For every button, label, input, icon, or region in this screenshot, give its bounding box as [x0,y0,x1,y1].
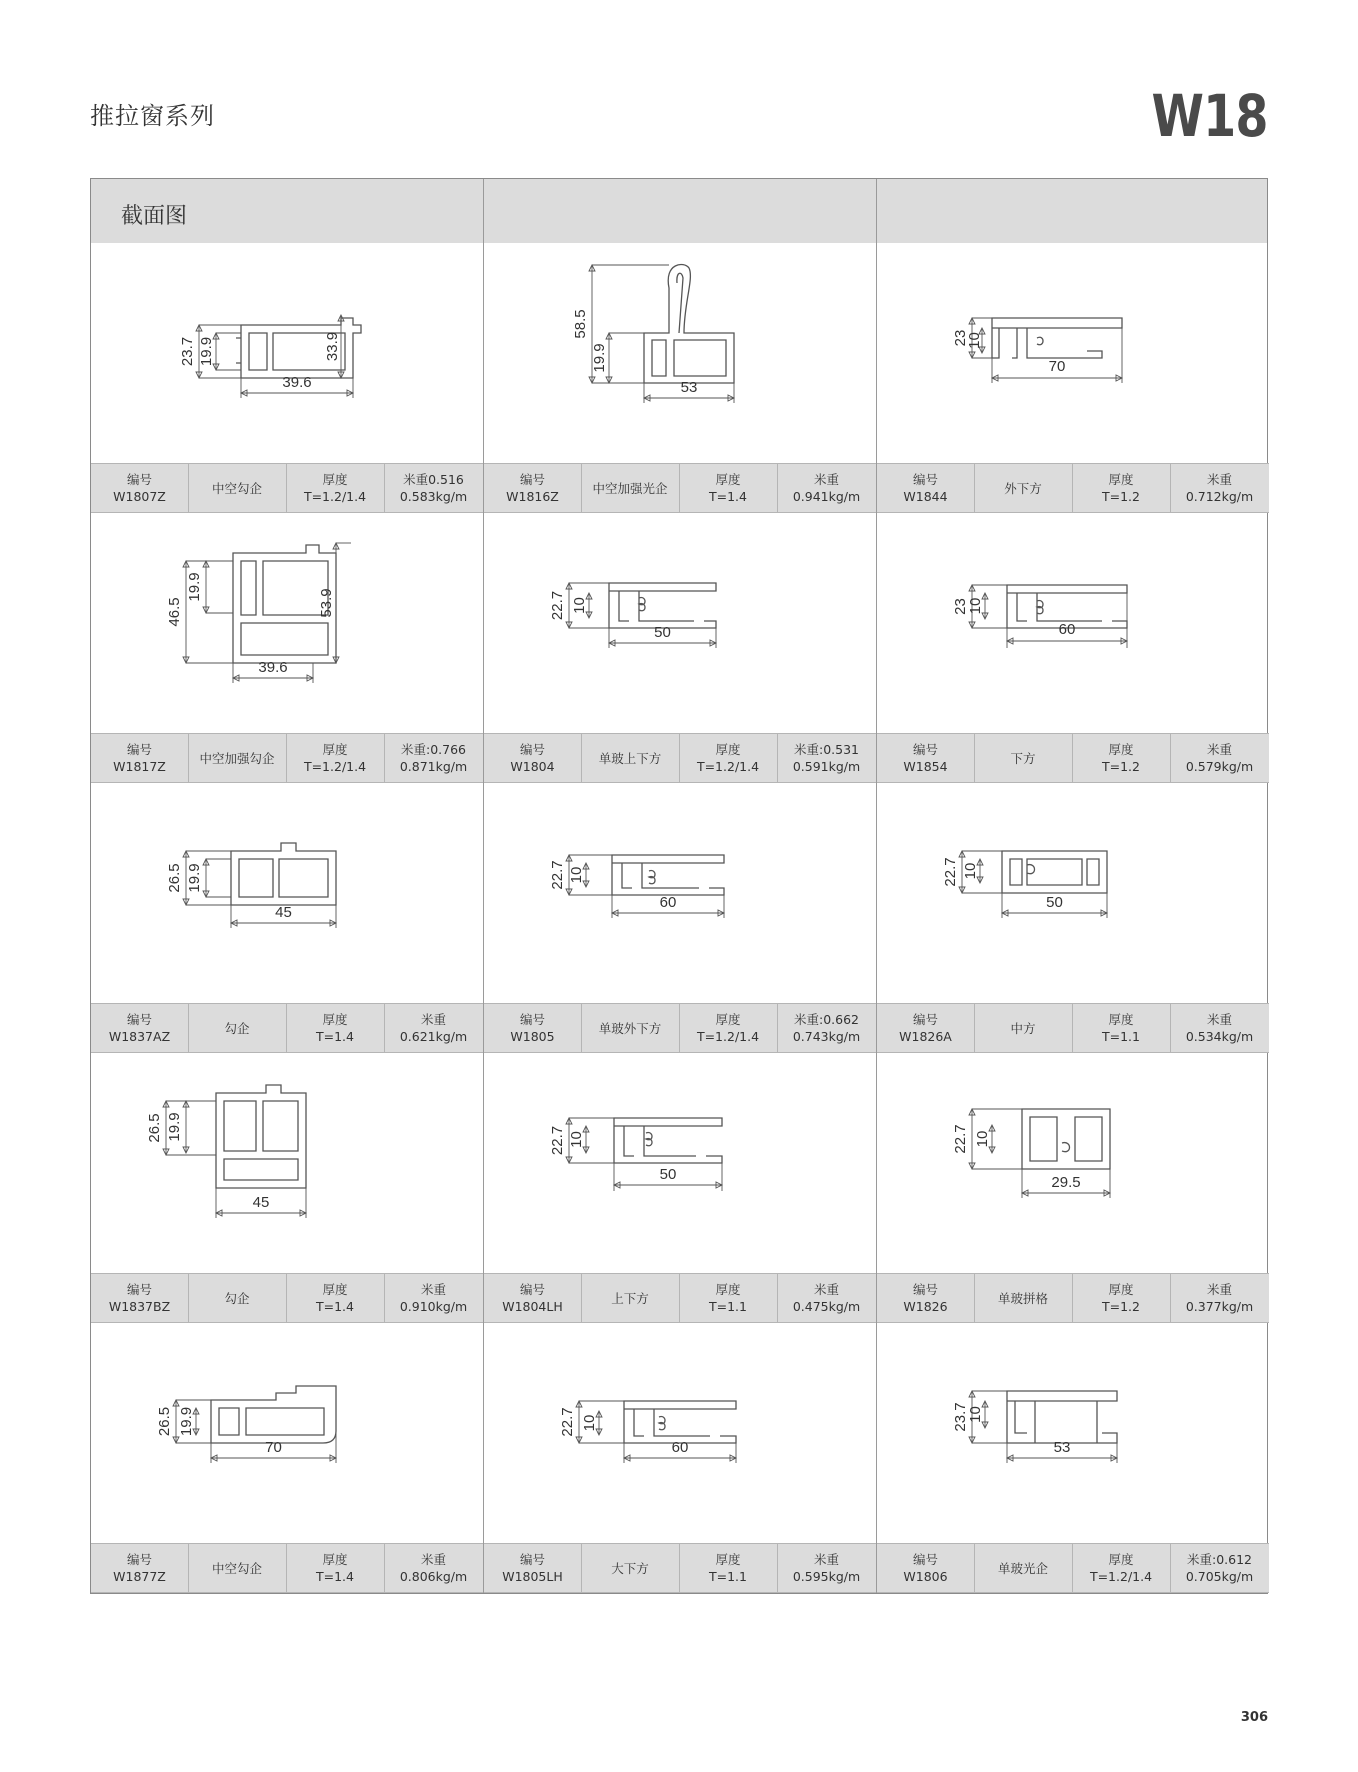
dimension-label: 22.7 [951,1124,969,1154]
profile-code: W1877Z [113,1569,166,1584]
weight-cell [1170,1004,1269,1052]
profile-card [484,243,876,513]
code-label: 编号 [912,1282,938,1297]
code-label: 编号 [126,1012,152,1027]
table-header-row [91,179,1267,243]
dimension-label: 22.7 [548,590,566,621]
weight-label: 米重:0.612 [1187,1552,1252,1567]
thickness-cell [1072,464,1170,512]
profile-card [877,1323,1269,1593]
profile-code: W1817Z [113,759,166,774]
profile-name: 中方 [1010,1020,1036,1036]
thickness-label: 厚度 [715,472,741,487]
profile-name-cell [188,464,286,512]
weight-cell [1170,734,1269,782]
thickness-cell [286,464,384,512]
profile-code-cell [484,1004,581,1052]
profile-section-drawing [484,783,876,1003]
weight-label: 米重 [1206,1282,1232,1297]
dimension-label: 53 [1053,1439,1071,1456]
profile-card [877,513,1269,783]
dimension-label: 26.5 [155,1406,173,1437]
thickness-value: T=1.2/1.4 [1089,1569,1153,1584]
spec-bar [484,463,876,513]
weight-label: 米重 [813,1552,839,1567]
code-label: 编号 [912,1012,938,1027]
thickness-value: T=1.2/1.4 [303,489,367,504]
thickness-value: T=1.1 [1102,1029,1140,1044]
profile-name: 上下方 [611,1290,649,1306]
profile-card [484,1323,876,1593]
dimension-label: 10 [567,866,585,884]
dimension-label: 70 [265,1439,282,1456]
weight-label: 米重 [420,1012,446,1027]
profile-section-drawing [91,1053,483,1273]
thickness-cell [679,734,777,782]
profile-name-cell [188,734,286,782]
dimension-label: 19.9 [197,336,215,367]
dimension-label: 10 [966,597,984,615]
code-label: 编号 [912,472,938,487]
spec-bar [877,733,1269,783]
weight-cell [777,464,876,512]
dimension-label: 33.9 [323,331,341,362]
profile-name-cell [974,1274,1072,1322]
weight-value: 0.910kg/m [399,1299,468,1314]
thickness-value: T=1.2 [1102,489,1140,504]
thickness-cell [286,734,384,782]
profile-name: 单玻上下方 [598,750,662,766]
profile-section-drawing [484,1323,876,1543]
weight-value: 0.475kg/m [792,1299,861,1314]
thickness-cell [1072,734,1170,782]
thickness-value: T=1.2 [1102,759,1140,774]
dimension-label: 10 [973,1130,991,1148]
profile-name-cell [974,734,1072,782]
profile-name: 外下方 [1004,480,1042,496]
weight-value: 0.743kg/m [792,1029,861,1044]
dimension-label: 19.9 [185,863,203,893]
dimension-label: 22.7 [558,1407,576,1437]
weight-label: 米重 [813,1282,839,1297]
profile-code: W1806 [903,1569,948,1584]
profile-code-cell [877,734,974,782]
thickness-cell [1072,1274,1170,1322]
weight-cell [384,464,483,512]
weight-cell [1170,464,1269,512]
dimension-label: 23 [951,598,969,615]
weight-value: 0.591kg/m [792,759,861,774]
spec-bar [91,1543,483,1593]
series-code: W18 [1151,82,1268,150]
thickness-value: T=1.2/1.4 [696,1029,760,1044]
thickness-value: T=1.4 [316,1029,354,1044]
profile-section-drawing [91,783,483,1003]
code-label: 编号 [912,742,938,757]
thickness-label: 厚度 [1108,472,1134,487]
weight-cell [777,734,876,782]
profile-section-drawing [484,243,876,463]
dimension-label: 26.5 [145,1113,163,1143]
profile-name: 中空加强光企 [592,480,668,496]
code-label: 编号 [519,1552,545,1567]
profile-name-cell [188,1274,286,1322]
thickness-label: 厚度 [322,1012,348,1027]
dimension-label: 29.5 [1051,1174,1081,1191]
thickness-label: 厚度 [1108,1552,1134,1567]
dimension-label: 50 [659,1166,677,1183]
weight-label: 米重 [813,472,839,487]
thickness-value: T=1.2/1.4 [303,759,367,774]
thickness-cell [679,464,777,512]
code-label: 编号 [519,1282,545,1297]
thickness-value: T=1.2/1.4 [696,759,760,774]
thickness-cell [679,1004,777,1052]
dimension-label: 50 [654,624,671,641]
profile-code: W1826A [899,1029,952,1044]
weight-label: 米重 [1206,1012,1232,1027]
profile-card [877,243,1269,513]
weight-value: 0.583kg/m [399,489,468,504]
thickness-value: T=1.1 [709,1569,747,1584]
profile-name-cell [581,1004,679,1052]
weight-label: 米重 [420,1552,446,1567]
profile-section-drawing [91,243,483,463]
profile-name: 勾企 [224,1290,250,1306]
dimension-label: 23 [951,329,969,347]
dimension-label: 19.9 [177,1406,195,1437]
profile-name-cell [581,464,679,512]
profile-code-cell [877,1274,974,1322]
code-label: 编号 [519,472,545,487]
profile-card [91,1053,483,1323]
weight-value: 0.534kg/m [1185,1029,1254,1044]
thickness-label: 厚度 [322,1552,348,1567]
profile-name: 中空加强勾企 [199,750,275,766]
dimension-label: 26.5 [165,863,183,893]
profile-section-drawing [877,1323,1269,1543]
profile-name-cell [581,1274,679,1322]
profile-code-cell [91,1004,188,1052]
profile-code-cell [91,1274,188,1322]
profile-code-cell [484,1544,581,1592]
spec-bar [91,1273,483,1323]
dimension-label: 45 [275,904,292,921]
profile-name: 单玻拼格 [997,1290,1048,1306]
profile-name-cell [974,1004,1072,1052]
weight-value: 0.579kg/m [1185,759,1254,774]
profile-code-cell [484,1274,581,1322]
profile-section-drawing [91,513,483,733]
weight-label: 米重:0.531 [794,742,859,757]
profile-name-cell [581,734,679,782]
profile-section-drawing [484,1053,876,1273]
weight-cell [777,1274,876,1322]
dimension-label: 50 [1046,894,1063,911]
profile-code: W1805 [510,1029,555,1044]
dimension-label: 39.6 [258,659,288,676]
profile-section-drawing [877,513,1269,733]
thickness-label: 厚度 [1108,1282,1134,1297]
profile-code-cell [91,734,188,782]
dimension-label: 22.7 [941,857,959,887]
thickness-label: 厚度 [1108,742,1134,757]
weight-label: 米重 [1206,472,1232,487]
dimension-label: 45 [252,1194,270,1211]
thickness-value: T=1.4 [709,489,747,504]
profile-code: W1807Z [113,489,166,504]
profile-code: W1804 [510,759,555,774]
dimension-label: 10 [966,1406,984,1423]
spec-bar [91,1003,483,1053]
profile-section-drawing [877,783,1269,1003]
thickness-value: T=1.4 [316,1299,354,1314]
profile-catalog-table [90,178,1268,1594]
dimension-label: 58.5 [571,309,589,339]
weight-value: 0.621kg/m [399,1029,468,1044]
thickness-value: T=1.4 [316,1569,354,1584]
dimension-label: 53.9 [317,588,335,618]
profile-name: 中空勾企 [211,480,262,496]
thickness-label: 厚度 [715,1012,741,1027]
dimension-label: 19.9 [590,343,608,373]
profile-card [484,513,876,783]
dimension-label: 23.7 [178,336,196,367]
spec-bar [91,463,483,513]
profile-name-cell [974,464,1072,512]
profile-card [91,243,483,513]
thickness-label: 厚度 [1108,1012,1134,1027]
code-label: 编号 [126,1552,152,1567]
thickness-cell [286,1274,384,1322]
profile-name-cell [188,1544,286,1592]
spec-bar [877,463,1269,513]
profile-name: 下方 [1010,750,1036,766]
thickness-label: 厚度 [322,742,348,757]
code-label: 编号 [912,1552,938,1567]
profile-code: W1844 [903,489,948,504]
weight-cell [384,1544,483,1592]
profile-code-cell [484,464,581,512]
weight-label: 米重0.516 [403,472,464,487]
thickness-cell [679,1544,777,1592]
thickness-value: T=1.1 [709,1299,747,1314]
thickness-label: 厚度 [715,742,741,757]
weight-cell [777,1544,876,1592]
page-number: 306 [1240,1710,1268,1725]
weight-value: 0.595kg/m [792,1569,861,1584]
thickness-label: 厚度 [322,472,348,487]
profile-section-drawing [91,1323,483,1543]
code-label: 编号 [519,1012,545,1027]
profile-section-drawing [877,1053,1269,1273]
thickness-cell [286,1004,384,1052]
weight-value: 0.941kg/m [792,489,861,504]
weight-value: 0.377kg/m [1185,1299,1254,1314]
profile-code: W1837BZ [108,1299,171,1314]
spec-bar [484,1003,876,1053]
weight-cell [777,1004,876,1052]
weight-label: 米重:0.766 [401,742,466,757]
code-label: 编号 [519,742,545,757]
spec-bar [484,733,876,783]
profile-name: 单玻外下方 [598,1020,662,1036]
profile-card [484,1053,876,1323]
thickness-cell [1072,1004,1170,1052]
spec-bar [91,733,483,783]
thickness-cell [1072,1544,1170,1592]
weight-value: 0.806kg/m [399,1569,468,1584]
profile-card [877,783,1269,1053]
weight-value: 0.712kg/m [1185,489,1254,504]
thickness-label: 厚度 [715,1552,741,1567]
weight-label: 米重 [1206,742,1232,757]
dimension-label: 22.7 [548,860,566,890]
profile-name: 中空勾企 [211,1560,262,1576]
dimension-label: 10 [580,1414,598,1432]
dimension-label: 46.5 [165,597,183,627]
profile-card [91,1323,483,1593]
profile-code-cell [91,464,188,512]
weight-cell [1170,1544,1269,1592]
profile-code: W1837AZ [108,1029,171,1044]
weight-value: 0.705kg/m [1185,1569,1254,1584]
thickness-cell [679,1274,777,1322]
dimension-label: 23.7 [951,1402,969,1432]
thickness-cell [286,1544,384,1592]
section-drawing-header: 截面图 [121,204,188,229]
profile-code: W1854 [903,759,948,774]
dimension-label: 22.7 [548,1125,566,1156]
profile-section-drawing [484,513,876,733]
dimension-label: 10 [567,1131,585,1148]
profile-name: 勾企 [224,1020,250,1036]
dimension-label: 19.9 [185,572,203,602]
code-label: 编号 [126,472,152,487]
dimension-label: 70 [1048,358,1066,375]
profile-card [484,783,876,1053]
profile-card [877,1053,1269,1323]
dimension-label: 10 [965,332,983,349]
dimension-label: 60 [1058,621,1076,638]
spec-bar [484,1273,876,1323]
series-title: 推拉窗系列 [90,102,215,130]
dimension-label: 60 [659,894,677,911]
weight-label: 米重:0.662 [794,1012,859,1027]
dimension-label: 53 [680,379,698,396]
spec-bar [877,1273,1269,1323]
weight-label: 米重 [420,1282,446,1297]
weight-cell [384,1274,483,1322]
weight-cell [384,1004,483,1052]
spec-bar [484,1543,876,1593]
profile-name-cell [974,1544,1072,1592]
profile-code-cell [877,464,974,512]
profile-name-cell [581,1544,679,1592]
profile-code-cell [877,1004,974,1052]
spec-bar [877,1543,1269,1593]
thickness-label: 厚度 [322,1282,348,1297]
dimension-label: 60 [671,1439,689,1456]
dimension-label: 19.9 [165,1112,183,1142]
code-label: 编号 [126,1282,152,1297]
profile-card [91,783,483,1053]
thickness-value: T=1.2 [1102,1299,1140,1314]
profile-code: W1805LH [502,1569,563,1584]
profile-card [91,513,483,783]
profile-code: W1804LH [502,1299,563,1314]
profile-code: W1816Z [506,489,559,504]
weight-cell [384,734,483,782]
dimension-label: 39.6 [282,374,312,391]
profile-section-drawing [877,243,1269,463]
dimension-label: 10 [570,597,588,614]
profile-code-cell [484,734,581,782]
profile-code: W1826 [903,1299,948,1314]
code-label: 编号 [126,742,152,757]
dimension-label: 10 [961,862,979,880]
profile-code-cell [877,1544,974,1592]
profile-name: 单玻光企 [997,1560,1048,1576]
profile-code-cell [91,1544,188,1592]
thickness-label: 厚度 [715,1282,741,1297]
profile-name-cell [188,1004,286,1052]
weight-value: 0.871kg/m [399,759,468,774]
profile-name: 大下方 [611,1560,649,1576]
spec-bar [877,1003,1269,1053]
weight-cell [1170,1274,1269,1322]
